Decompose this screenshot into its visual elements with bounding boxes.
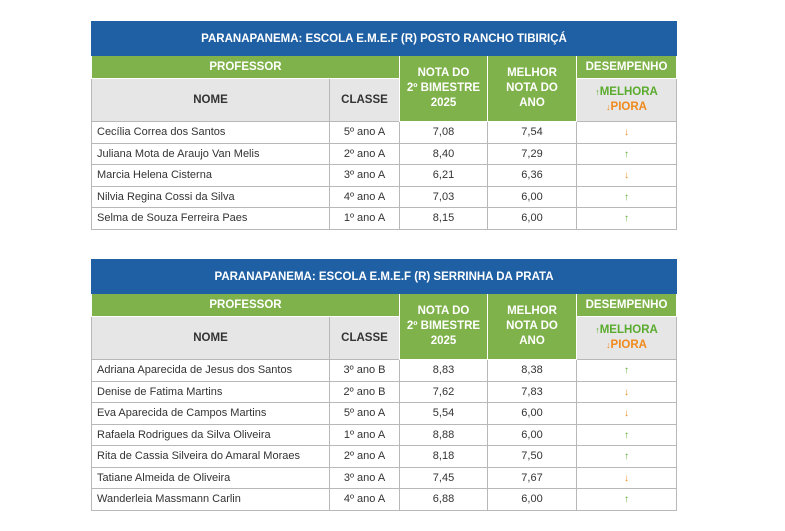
legend: [577, 317, 677, 360]
table-row: [92, 403, 677, 425]
header-melhor-line1: MELHOR: [507, 305, 557, 317]
cell-nota: 8,88: [400, 424, 488, 446]
header-professor: PROFESSOR: [92, 294, 400, 317]
table-row: [92, 360, 677, 382]
arrow-up-icon: ↑: [624, 429, 630, 441]
header-classe: CLASSE: [330, 317, 400, 360]
cell-melhor: 7,83: [488, 381, 577, 403]
header-melhor: [488, 294, 577, 360]
cell-nome: Cecília Correa dos Santos: [92, 122, 330, 144]
arrow-up-icon: ↑: [624, 148, 630, 160]
cell-melhor: 6,00: [488, 208, 577, 230]
cell-melhor: 6,00: [488, 489, 577, 511]
arrow-down-icon: ↓: [624, 386, 630, 398]
header-melhor-line2: NOTA DO: [506, 320, 558, 332]
cell-desempenho: [577, 403, 677, 425]
header-melhor-line3: ANO: [519, 335, 545, 347]
cell-classe: 5º ano A: [330, 122, 400, 144]
cell-desempenho: [577, 208, 677, 230]
table-body: [92, 360, 677, 511]
cell-nome: Wanderleia Massmann Carlin: [92, 489, 330, 511]
table-row: [92, 186, 677, 208]
header-desempenho: DESEMPENHO: [577, 56, 677, 79]
header-melhor-line1: MELHOR: [507, 67, 557, 79]
table-title: PARANAPANEMA: ESCOLA E.M.E.F (R) POSTO RANCHO TIBIRIÇÁ: [92, 22, 677, 56]
header-classe: CLASSE: [330, 79, 400, 122]
header-melhor-line2: NOTA DO: [506, 82, 558, 94]
header-melhor: [488, 56, 577, 122]
legend-melhora: ↑MELHORA: [595, 324, 658, 336]
table-row: [92, 467, 677, 489]
cell-nota: 8,40: [400, 143, 488, 165]
header-nota: [400, 56, 488, 122]
arrow-up-icon: ↑: [624, 494, 630, 506]
cell-nota: 7,08: [400, 122, 488, 144]
table-row: [92, 165, 677, 187]
cell-melhor: 7,50: [488, 446, 577, 468]
legend-melhora: ↑MELHORA: [595, 86, 658, 98]
header-nota: [400, 294, 488, 360]
cell-desempenho: [577, 424, 677, 446]
cell-desempenho: [577, 360, 677, 382]
arrow-up-icon: ↑: [595, 87, 600, 97]
cell-melhor: 8,38: [488, 360, 577, 382]
header-nome: NOME: [92, 317, 330, 360]
cell-classe: 4º ano A: [330, 489, 400, 511]
cell-desempenho: [577, 122, 677, 144]
cell-desempenho: [577, 467, 677, 489]
table-row: [92, 381, 677, 403]
arrow-up-icon: ↑: [624, 365, 630, 377]
cell-nota: 8,18: [400, 446, 488, 468]
table-row: [92, 208, 677, 230]
cell-classe: 2º ano B: [330, 381, 400, 403]
cell-classe: 1º ano A: [330, 208, 400, 230]
cell-nota: 6,21: [400, 165, 488, 187]
header-desempenho: DESEMPENHO: [577, 294, 677, 317]
cell-nota: 8,15: [400, 208, 488, 230]
cell-nome: Tatiane Almeida de Oliveira: [92, 467, 330, 489]
arrow-up-icon: ↑: [595, 325, 600, 335]
cell-desempenho: [577, 381, 677, 403]
header-nome: NOME: [92, 79, 330, 122]
cell-classe: 4º ano A: [330, 186, 400, 208]
table-title: PARANAPANEMA: ESCOLA E.M.E.F (R) SERRINHA DA PRATA: [92, 260, 677, 294]
cell-melhor: 7,67: [488, 467, 577, 489]
cell-desempenho: [577, 143, 677, 165]
cell-classe: 3º ano A: [330, 165, 400, 187]
cell-nome: Adriana Aparecida de Jesus dos Santos: [92, 360, 330, 382]
legend: [577, 79, 677, 122]
header-nota-line2: 2º BIMESTRE: [406, 320, 481, 332]
cell-nota: 7,03: [400, 186, 488, 208]
cell-melhor: 6,00: [488, 403, 577, 425]
header-professor: PROFESSOR: [92, 56, 400, 79]
arrow-down-icon: ↓: [624, 472, 630, 484]
cell-classe: 3º ano A: [330, 467, 400, 489]
arrow-up-icon: ↑: [624, 213, 630, 225]
arrow-down-icon: ↓: [624, 127, 630, 139]
arrow-down-icon: ↓: [624, 408, 630, 420]
cell-nota: 6,88: [400, 489, 488, 511]
cell-classe: 3º ano B: [330, 360, 400, 382]
cell-classe: 5º ano A: [330, 403, 400, 425]
cell-melhor: 6,00: [488, 186, 577, 208]
legend-piora: ↓PIORA: [606, 339, 647, 351]
cell-desempenho: [577, 165, 677, 187]
header-nota-line3: 2025: [430, 335, 457, 347]
cell-melhor: 6,36: [488, 165, 577, 187]
cell-nota: 5,54: [400, 403, 488, 425]
header-nota-line1: NOTA DO: [417, 305, 470, 317]
cell-nome: Eva Aparecida de Campos Martins: [92, 403, 330, 425]
header-nota-line2: 2º BIMESTRE: [406, 82, 481, 94]
cell-classe: 1º ano A: [330, 424, 400, 446]
cell-nome: Nilvia Regina Cossi da Silva: [92, 186, 330, 208]
cell-desempenho: [577, 446, 677, 468]
cell-nota: 7,62: [400, 381, 488, 403]
table-row: [92, 122, 677, 144]
arrow-up-icon: ↑: [624, 191, 630, 203]
cell-nome: Marcia Helena Cisterna: [92, 165, 330, 187]
cell-classe: 2º ano A: [330, 446, 400, 468]
cell-classe: 2º ano A: [330, 143, 400, 165]
table-row: [92, 489, 677, 511]
arrow-down-icon: ↓: [624, 170, 630, 182]
cell-nome: Denise de Fatima Martins: [92, 381, 330, 403]
cell-melhor: 7,29: [488, 143, 577, 165]
cell-melhor: 7,54: [488, 122, 577, 144]
cell-nome: Selma de Souza Ferreira Paes: [92, 208, 330, 230]
arrow-down-icon: ↓: [606, 340, 611, 350]
table-row: [92, 143, 677, 165]
cell-melhor: 6,00: [488, 424, 577, 446]
arrow-up-icon: ↑: [624, 451, 630, 463]
arrow-down-icon: ↓: [606, 102, 611, 112]
performance-table-2: [91, 259, 677, 511]
cell-nota: 8,83: [400, 360, 488, 382]
legend-piora: ↓PIORA: [606, 101, 647, 113]
header-nota-line1: NOTA DO: [417, 67, 470, 79]
header-nota-line3: 2025: [430, 97, 457, 109]
cell-nome: Juliana Mota de Araujo Van Melis: [92, 143, 330, 165]
cell-desempenho: [577, 186, 677, 208]
cell-nota: 7,45: [400, 467, 488, 489]
table-row: [92, 424, 677, 446]
table-row: [92, 446, 677, 468]
table-body: [92, 122, 677, 230]
performance-table-1: [91, 21, 677, 230]
cell-nome: Rafaela Rodrigues da Silva Oliveira: [92, 424, 330, 446]
cell-nome: Rita de Cassia Silveira do Amaral Moraes: [92, 446, 330, 468]
cell-desempenho: [577, 489, 677, 511]
header-melhor-line3: ANO: [519, 97, 545, 109]
